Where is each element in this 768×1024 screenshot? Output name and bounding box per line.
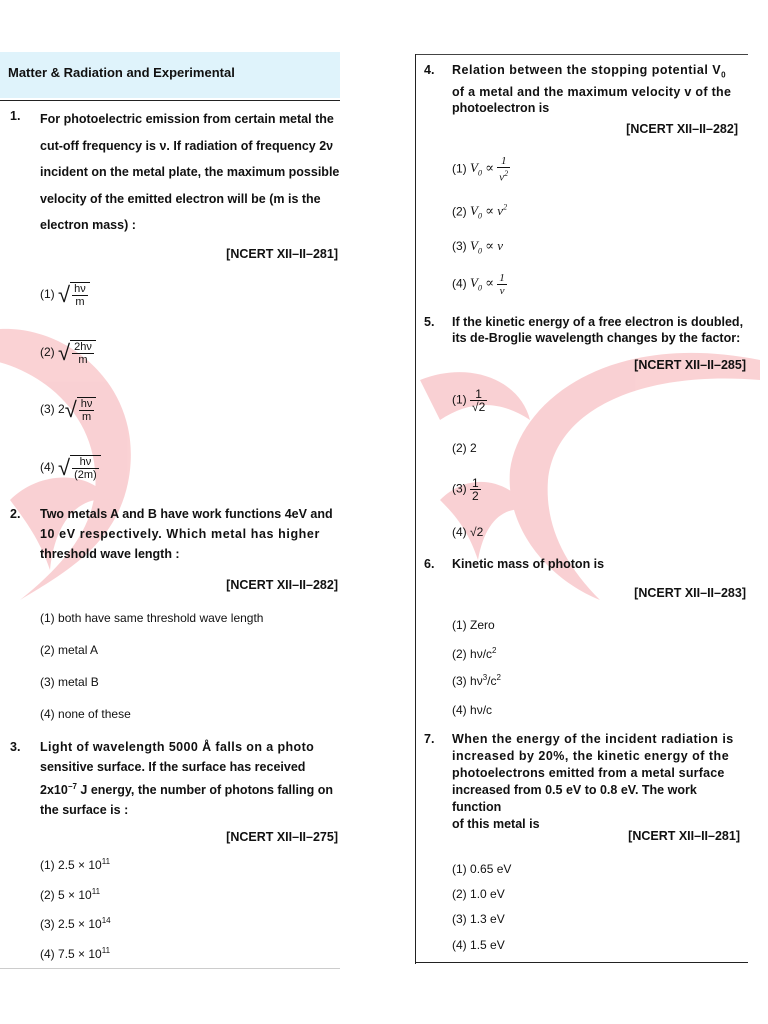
q1-line: cut-off frequency is ν. If radiation of frequency 2ν	[40, 138, 334, 153]
q3-option-1[interactable]: (1) $2.5 \times 10^{11}$	[40, 857, 111, 872]
q4-option-1[interactable]	[452, 155, 510, 184]
q2-option-3[interactable]	[40, 675, 99, 689]
option-label: (3)	[452, 912, 467, 926]
option-label: (2)	[452, 441, 467, 455]
option-label: (3)	[452, 239, 467, 253]
sqrt-expression: √ $\frac{2h\nu}{m}$	[58, 340, 96, 366]
q2-number: 2.	[10, 507, 21, 521]
q5-option-2[interactable]	[452, 441, 477, 455]
option-label: (4)	[452, 525, 467, 539]
q6-option-4[interactable]	[452, 703, 492, 717]
q2-option-2[interactable]	[40, 643, 98, 657]
option-label: (2)	[452, 887, 467, 901]
coefficient: 2	[58, 402, 65, 417]
option-label: (4)	[452, 276, 467, 291]
option-label: (4)	[452, 703, 467, 717]
q3-option-4[interactable]: (4) $7.5 \times 10^{11}$	[40, 946, 111, 961]
math-expression: $V_0$ ∝ $\frac{1}{v^2}$	[470, 155, 509, 184]
q3-option-3[interactable]: (3) $2.5 \times 10^{14}$	[40, 916, 111, 931]
q3-text	[40, 737, 340, 820]
q2-line: 10 eV respectively. Which metal has higher	[40, 527, 320, 541]
top-rule-right	[416, 54, 748, 55]
option-label: (1)	[40, 611, 55, 625]
q6-option-3[interactable]: (3) $h\nu^3/c^2$	[452, 673, 501, 688]
q1-option-4[interactable]	[40, 455, 101, 481]
fraction: $\frac{1}{√2}$	[472, 387, 486, 414]
q4-line: Relation between the stopping potential $V_0$	[452, 63, 727, 80]
option-value: 5 × 10	[58, 888, 92, 902]
q4-number: 4.	[424, 63, 435, 77]
q7-text	[452, 731, 748, 833]
q4-line: photoelectron is	[452, 100, 550, 115]
option-label: (4)	[40, 707, 55, 721]
q1-ref: [NCERT XII–II–281]	[226, 247, 338, 261]
q2-option-4[interactable]	[40, 707, 131, 721]
option-text: hν/c	[470, 703, 493, 717]
option-text: 2	[470, 441, 477, 455]
q6-ref: [NCERT XII–II–283]	[634, 586, 746, 600]
q6-text: Kinetic mass of photon is	[452, 557, 605, 571]
header-rule	[0, 100, 340, 101]
q7-line: increased from 0.5 eV to 0.8 eV. The work function	[452, 783, 697, 814]
option-label: (2)	[452, 647, 467, 661]
option-label: (1)	[452, 618, 467, 632]
q1-option-1[interactable]	[40, 282, 90, 308]
option-text: 1.5 eV	[470, 938, 505, 952]
q4-text	[452, 62, 748, 116]
q7-line: photoelectrons emitted from a metal surface	[452, 766, 725, 780]
math-expression: $V_0 \propto v^2$	[470, 203, 508, 221]
q1-text	[40, 106, 340, 239]
q5-text	[452, 314, 748, 346]
math-expression: $V_0 \propto v$	[470, 238, 504, 256]
option-label: (3)	[452, 481, 467, 496]
sqrt-expression: √ $\frac{h\nu}{m}$	[58, 282, 90, 308]
q7-option-1[interactable]	[452, 862, 511, 876]
section-title: Matter & Radiation and Experimental	[8, 65, 235, 80]
option-label: (2)	[40, 345, 55, 360]
option-value: 2.5 × 10	[58, 917, 102, 931]
q6-option-2[interactable]: (2) $h\nu/c^2$	[452, 646, 497, 661]
q6-option-1[interactable]	[452, 618, 495, 632]
option-label: (4)	[40, 460, 55, 475]
sqrt-expression: √ $\frac{h\nu}{(2m)}$	[58, 455, 101, 481]
option-text: 0.65 eV	[470, 862, 512, 876]
option-value: 7.5 × 10	[58, 947, 102, 961]
option-label: (1)	[40, 858, 55, 872]
q1-option-2[interactable]	[40, 340, 96, 366]
q2-line: threshold wave length :	[40, 547, 180, 561]
q1-number: 1.	[10, 109, 21, 123]
q1-option-3[interactable]	[40, 397, 96, 423]
option-text: metal B	[58, 675, 99, 689]
q5-option-1[interactable]	[452, 388, 487, 413]
option-label: (3)	[40, 675, 55, 689]
option-label: (1)	[452, 862, 467, 876]
option-label: (4)	[452, 938, 467, 952]
q3-line: the surface is :	[40, 803, 129, 818]
option-text: both have same threshold wave length	[58, 611, 264, 625]
q4-option-4[interactable]	[452, 272, 507, 297]
option-label: (3)	[40, 917, 55, 931]
q3-ref: [NCERT XII–II–275]	[226, 830, 338, 844]
q7-line: increased by 20%, the kinetic energy of the	[452, 749, 730, 763]
column-divider	[415, 54, 416, 964]
option-label: (1)	[452, 161, 467, 176]
option-text: Zero	[470, 618, 495, 632]
option-text: metal A	[58, 643, 99, 657]
q1-line: electron mass) :	[40, 218, 136, 232]
q4-option-3[interactable]	[452, 238, 503, 256]
q5-line: If the kinetic energy of a free electron is doubled,	[452, 315, 744, 329]
option-text: 1.3 eV	[470, 912, 505, 926]
q5-ref: [NCERT XII–II–285]	[634, 358, 746, 372]
option-text: 1.0 eV	[470, 887, 505, 901]
bottom-rule-left	[0, 968, 340, 969]
option-label: (2)	[40, 643, 55, 657]
q4-ref: [NCERT XII–II–282]	[626, 122, 738, 136]
option-label: (2)	[452, 204, 467, 219]
q3-line: Light of wavelength 5000 Å falls on a photo	[40, 740, 315, 754]
option-text: √2	[470, 525, 484, 539]
q5-line: its de-Broglie wavelength changes by the factor:	[452, 331, 741, 345]
q5-option-3[interactable]	[452, 477, 481, 502]
option-label: (3)	[40, 402, 55, 417]
q3-number: 3.	[10, 740, 21, 754]
option-value: hν/c	[470, 647, 493, 661]
option-label: (1)	[40, 287, 55, 302]
q7-option-3[interactable]	[452, 912, 505, 926]
option-value: 2.5 × 10	[58, 858, 102, 872]
option-label: (1)	[452, 392, 467, 407]
option-text: none of these	[58, 707, 131, 721]
q3-option-2[interactable]: (2) $5 \times 10^{11}$	[40, 887, 101, 902]
math-expression: $V_0$ ∝ $\frac{1}{v}$	[470, 272, 505, 297]
q7-line: When the energy of the incident radiation is	[452, 732, 734, 746]
sqrt-expression: √ $\frac{h\nu}{m}$	[65, 397, 97, 423]
q2-ref: [NCERT XII–II–282]	[226, 578, 338, 592]
q7-option-2[interactable]	[452, 887, 505, 901]
q2-text	[40, 504, 340, 564]
q1-line: velocity of the emitted electron will be (m is the	[40, 191, 321, 206]
q4-line: of a metal and the maximum velocity v of the	[452, 84, 732, 99]
option-label: (4)	[40, 947, 55, 961]
q3-line: $2x10^{-7}$ J energy, the number of photons falling on	[40, 782, 333, 798]
q4-option-2[interactable]	[452, 203, 507, 221]
q2-option-1[interactable]	[40, 611, 263, 625]
option-label: (3)	[452, 674, 467, 688]
q1-line: For photoelectric emission from certain metal the	[40, 112, 334, 126]
bottom-rule-right	[416, 962, 748, 963]
q5-number: 5.	[424, 315, 435, 329]
q1-line: incident on the metal plate, the maximum possible	[40, 165, 340, 179]
q6-number: 6.	[424, 557, 435, 571]
option-label: (2)	[40, 888, 55, 902]
q7-number: 7.	[424, 732, 435, 746]
option-value: hν	[470, 674, 483, 688]
q2-line: Two metals A and B have work functions 4eV and	[40, 507, 333, 521]
q7-ref: [NCERT XII–II–281]	[628, 829, 740, 843]
q5-option-4[interactable]	[452, 525, 483, 539]
fraction: $\frac{1}{2}$	[472, 476, 479, 503]
q7-line: of this metal is	[452, 817, 540, 831]
q3-line: sensitive surface. If the surface has received	[40, 760, 306, 774]
q7-option-4[interactable]	[452, 938, 505, 952]
